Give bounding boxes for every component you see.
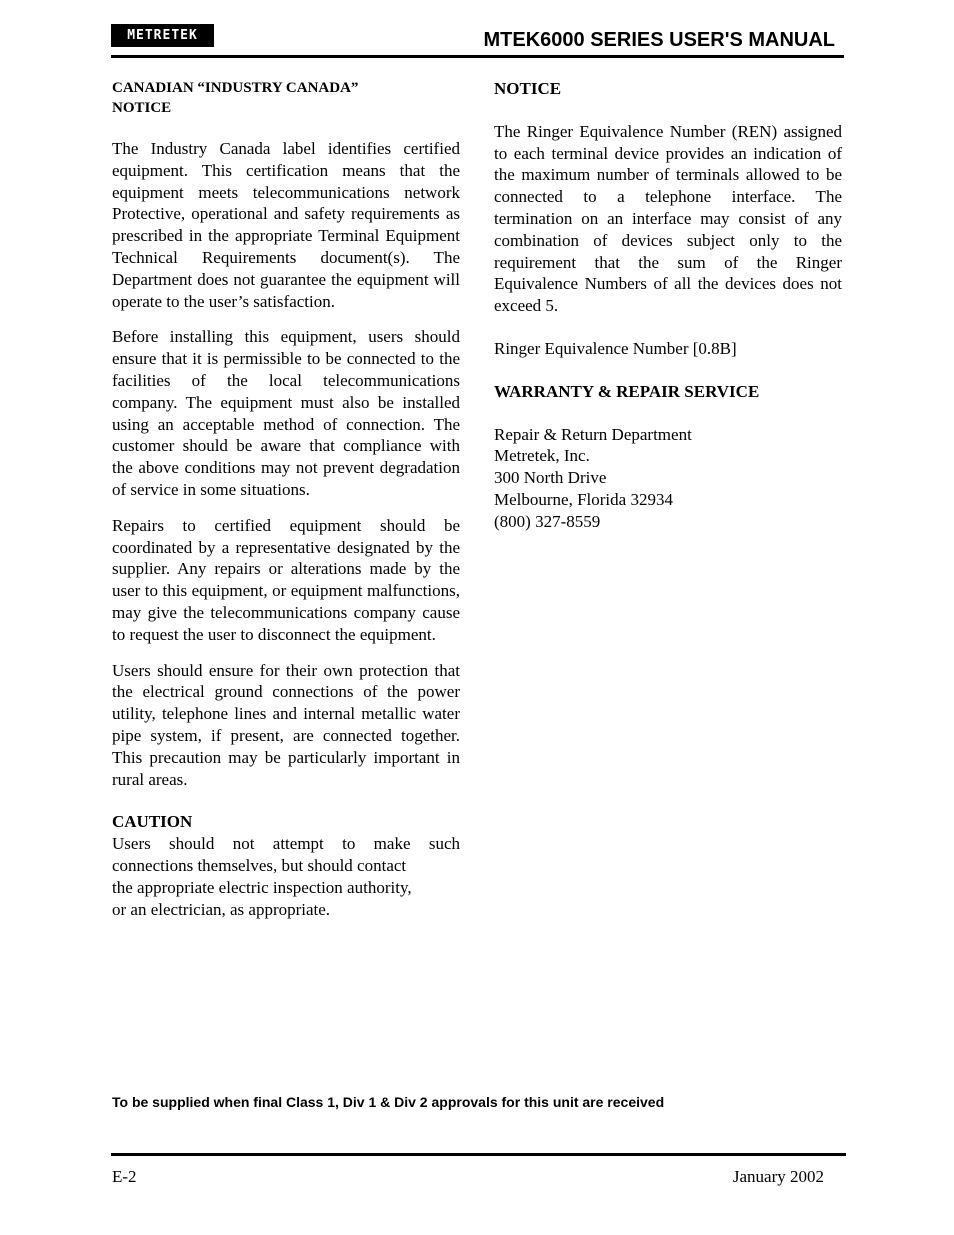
address-line: Metretek, Inc.	[494, 446, 590, 466]
paragraph-grounding: Users should ensure for their own protection that the electrical ground connections of the power utility, telephone lines and internal metallic water pipe system, if present, are connected together. This precaution may be particularly important in rural areas.	[112, 660, 460, 789]
page-number: E-2	[112, 1167, 137, 1186]
document-title: MTEK6000 SERIES USER'S MANUAL	[483, 29, 835, 51]
phone-number: (800) 327-8559	[494, 511, 601, 531]
approvals-footnote: To be supplied when final Class 1, Div 1 & Div 2 approvals for this unit are received	[112, 1094, 665, 1110]
metretek-logo	[111, 24, 214, 47]
paragraph-installation: Before installing this equipment, users should ensure that it is permissible to be connected to the facilities of the local telecommunications company. The equipment must also be installed using an acceptable method of connection. The customer should be aware that compliance with the above conditions may not prevent degradation of service in some situations.	[112, 327, 460, 499]
caution-line-3: or an electrician, as appropriate.	[112, 899, 331, 919]
notice-heading: NOTICE	[494, 79, 562, 98]
ren-line: Ringer Equivalence Number [0.8B]	[494, 338, 737, 358]
caution-text: Users should not attempt to make such connections themselves, but should contact	[112, 834, 460, 875]
address-line: Melbourne, Florida 32934	[494, 489, 673, 509]
repair-address	[494, 424, 842, 533]
warranty-heading: WARRANTY & REPAIR SERVICE	[494, 381, 760, 401]
paragraph-repairs: Repairs to certified equipment should be coordinated by a representative designated by the supplier. Any repairs or alterations made by the user to this equipment, or equipment malfunctions, may give the telecommunications company cause to request the user to disconnect the equipment.	[112, 515, 460, 644]
logo-text: METRETEK	[127, 28, 198, 43]
caution-heading: CAUTION	[112, 812, 193, 832]
left-column	[112, 78, 460, 920]
notice-text: The Ringer Equivalence Number (REN) assigned to each terminal device provides an indication of the maximum number of terminals allowed to be connected to a telephone interface. The termination on an interface may consist of any combination of devices subject only to the requirement that the sum of the Ringer Equivalence Numbers of all the devices does not exceed 5.	[494, 121, 842, 316]
page-date: January 2002	[732, 1167, 824, 1186]
canada-notice-heading: CANADIAN “INDUSTRY CANADA” NOTICE	[112, 80, 359, 116]
header-rule	[111, 55, 844, 58]
caution-line-2: the appropriate electric inspection authority,	[112, 877, 412, 897]
paragraph-certification: The Industry Canada label identifies certified equipment. This certification means that the equipment meets telecommunications network Protective, operational and safety requirements as prescribed in the appropriate Terminal Equipment Technical Requirements document(s). The Department does not guarantee the equipment will operate to the user’s satisfaction.	[112, 139, 460, 311]
footer-rule	[111, 1153, 846, 1156]
address-line: 300 North Drive	[494, 468, 607, 488]
address-line: Repair & Return Department	[494, 424, 692, 444]
right-column	[494, 78, 842, 533]
